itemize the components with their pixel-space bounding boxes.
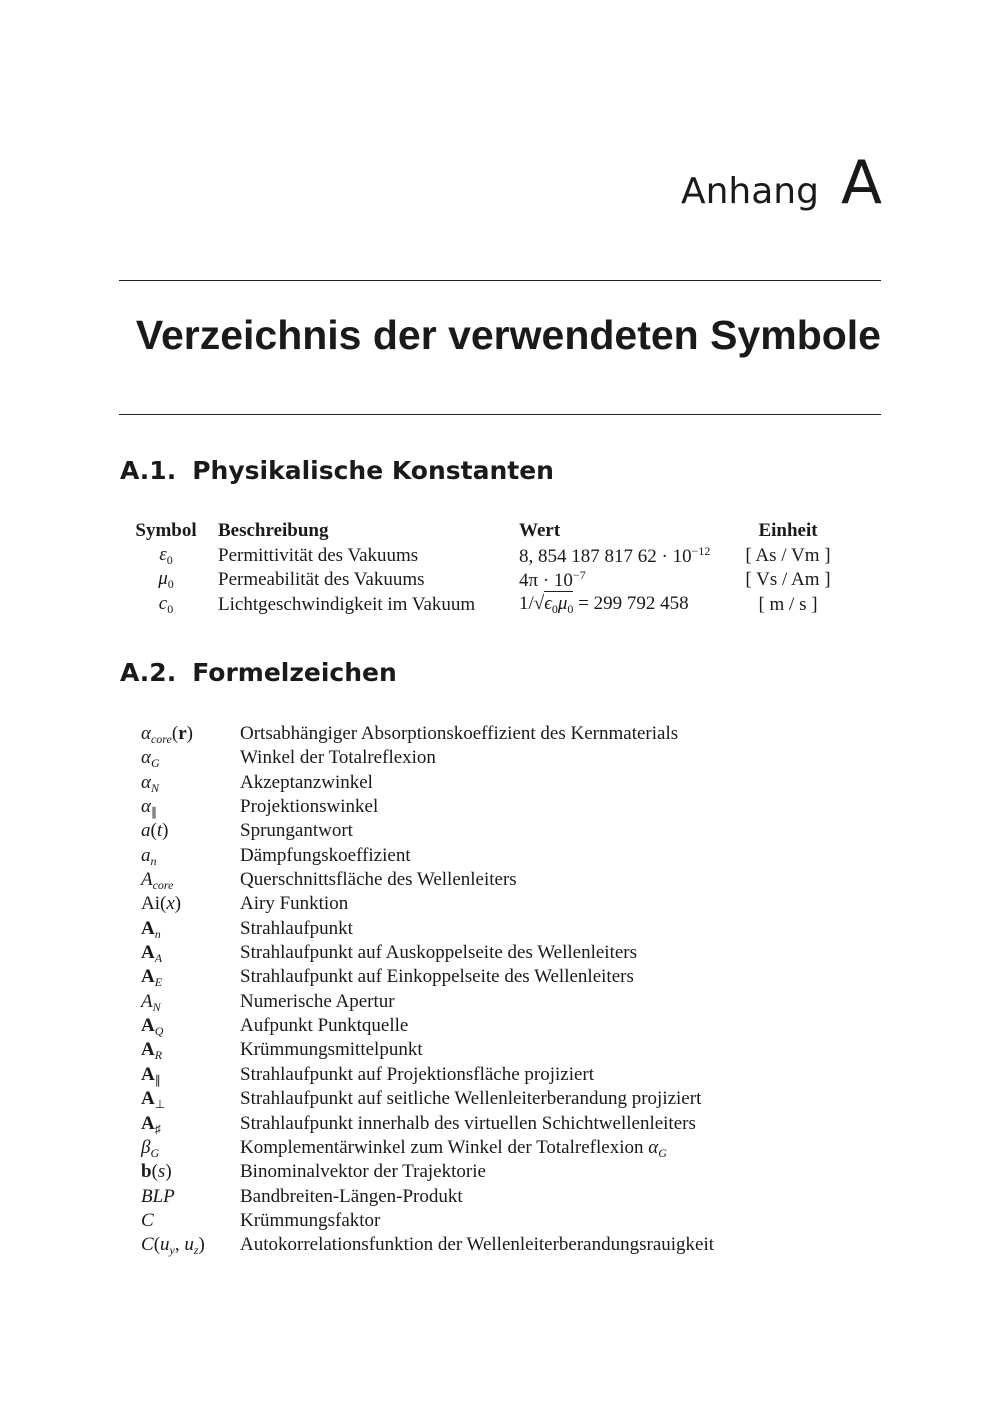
table-row [122, 593, 839, 618]
list-item [141, 965, 714, 989]
symbol: $\alpha_G$ [141, 747, 160, 771]
symbol-description: Projektionswinkel [240, 796, 379, 818]
chapter-label [681, 148, 882, 218]
header-description: Beschreibung [218, 520, 329, 542]
symbol: BLP [141, 1185, 175, 1207]
symbol-description: Krümmungsmittelpunkt [240, 1039, 423, 1061]
symbol-description: Aufpunkt Punktquelle [240, 1015, 409, 1037]
list-item [141, 1014, 714, 1038]
constants-table [122, 519, 839, 617]
constant-unit: [ As / Vm ] [745, 544, 831, 566]
list-item [141, 1136, 714, 1160]
description-text: Komplementärwinkel zum Winkel der Totalreflexion [240, 1136, 644, 1158]
list-item [141, 746, 714, 770]
value-mantissa: 8, 854 187 817 62 · 10 [519, 545, 692, 567]
symbol-description: Akzeptanzwinkel [240, 771, 373, 793]
symbol-description: Dämpfungskoeffizient [240, 844, 411, 866]
value-exponent: −7 [572, 568, 586, 583]
list-item [141, 819, 714, 843]
list-item [141, 1063, 714, 1087]
symbol: $\alpha_N$ [141, 771, 159, 795]
list-item [141, 892, 714, 916]
symbol-description: Strahlaufpunkt auf Auskoppelseite des Wellenleiters [240, 942, 638, 964]
symbol-description: Komplementärwinkel zum Winkel der Totalreflexion $\alpha_G$ [240, 1136, 667, 1160]
symbol: $A_n$ [141, 917, 161, 941]
constant-description: Lichtgeschwindigkeit im Vakuum [218, 593, 476, 615]
constant-unit: [ m / s ] [758, 593, 818, 615]
value-suffix: = 299 792 458 [573, 592, 689, 614]
symbol: $A_Q$ [141, 1015, 164, 1039]
symbol-description: Winkel der Totalreflexion [240, 747, 436, 769]
symbol-mu0: $\mu_0$ [158, 568, 174, 592]
symbol-c0: $c_0$ [158, 592, 174, 616]
list-item [141, 771, 714, 795]
value-exponent: −12 [691, 543, 711, 558]
chapter-letter: A [840, 148, 882, 218]
symbol-description: Strahlaufpunkt auf Projektionsfläche projiziert [240, 1063, 595, 1085]
header-symbol: Symbol [135, 520, 197, 542]
symbol: $A_E$ [141, 966, 163, 990]
symbol: C [141, 1209, 154, 1231]
table-row [122, 568, 839, 593]
list-item [141, 917, 714, 941]
chapter-word: Anhang [680, 171, 819, 212]
symbol-epsilon0: $\varepsilon_0$ [159, 543, 173, 567]
symbol-description: Strahlaufpunkt auf Einkoppelseite des Wellenleiters [240, 966, 634, 988]
symbol-description: Bandbreiten-Längen-Produkt [240, 1185, 463, 1207]
section-title: Physikalische Konstanten [192, 456, 554, 485]
symbol: $A_♯$ [141, 1112, 161, 1136]
header-value: Wert [519, 520, 561, 542]
list-item [141, 1087, 714, 1111]
symbol-list [141, 722, 714, 1258]
list-item [141, 941, 714, 965]
constants-header-row [122, 519, 839, 544]
sqrt-radicand: $\epsilon_0\mu_0$ [544, 592, 574, 616]
constant-value [511, 544, 737, 569]
section-heading-symbols [120, 658, 397, 687]
title-rule-top [119, 280, 881, 281]
list-item [141, 1112, 714, 1136]
list-item [141, 1185, 714, 1209]
section-number: A.1. [120, 456, 177, 485]
symbol: $A_\parallel$ [141, 1063, 161, 1087]
symbol: $A_A$ [141, 942, 163, 966]
symbol: $\alpha_\parallel$ [141, 796, 157, 820]
list-item [141, 795, 714, 819]
list-item [141, 722, 714, 746]
symbol: $A_R$ [141, 1039, 163, 1063]
symbol: $A_N$ [141, 990, 161, 1014]
value-mantissa: 4π · 10 [519, 570, 573, 592]
symbol-description: Strahlaufpunkt [240, 917, 353, 939]
constant-value [511, 593, 737, 618]
header-unit: Einheit [758, 520, 818, 542]
constant-value [511, 568, 737, 593]
symbol-description: Sprungantwort [240, 820, 353, 842]
symbol-description: Ortsabhängiger Absorptionskoeffizient des Kernmaterials [240, 723, 679, 744]
symbol: $a_n$ [141, 844, 157, 868]
section-title: Formelzeichen [192, 658, 397, 687]
symbol: $A_\perp$ [141, 1088, 166, 1112]
symbol-description: Airy Funktion [240, 893, 349, 915]
list-item [141, 990, 714, 1014]
section-heading-constants [120, 456, 554, 485]
symbol: Ai(x) [141, 893, 182, 915]
list-item [141, 844, 714, 868]
title-rule-bottom [119, 414, 881, 415]
constant-unit: [ Vs / Am ] [745, 569, 831, 591]
constant-description: Permeabilität des Vakuums [218, 569, 425, 591]
value-prefix: 1/√ [519, 592, 545, 614]
list-item [141, 1233, 714, 1257]
section-number: A.2. [120, 658, 177, 687]
symbol-description: Autokorrelationsfunktion der Wellenleiterberandungsrauigkeit [240, 1234, 715, 1256]
symbol-description: Querschnittsfläche des Wellenleiters [240, 869, 517, 891]
symbol: $\alpha_{core}(r)$ [141, 723, 193, 746]
list-item [141, 1038, 714, 1062]
symbol: $C(u_y$, $u_z$) [141, 1234, 205, 1258]
symbol-description: Strahlaufpunkt innerhalb des virtuellen Schichtwellenleiters [240, 1112, 696, 1134]
symbol-description: Strahlaufpunkt auf seitliche Wellenleiterberandung projiziert [240, 1088, 702, 1110]
symbol-description: Krümmungsfaktor [240, 1209, 381, 1231]
symbol: b(s) [141, 1161, 172, 1183]
symbol: a(t) [141, 820, 169, 842]
table-row [122, 544, 839, 569]
symbol-description: Binominalvektor der Trajektorie [240, 1161, 486, 1183]
symbol-description: Numerische Apertur [240, 990, 395, 1012]
list-item [141, 868, 714, 892]
symbol: $A_{core}$ [141, 869, 174, 893]
list-item [141, 1209, 714, 1233]
symbol: $\beta_G$ [141, 1136, 160, 1160]
constant-description: Permittivität des Vakuums [218, 544, 419, 566]
chapter-title: Verzeichnis der verwendeten Symbole [135, 312, 881, 358]
